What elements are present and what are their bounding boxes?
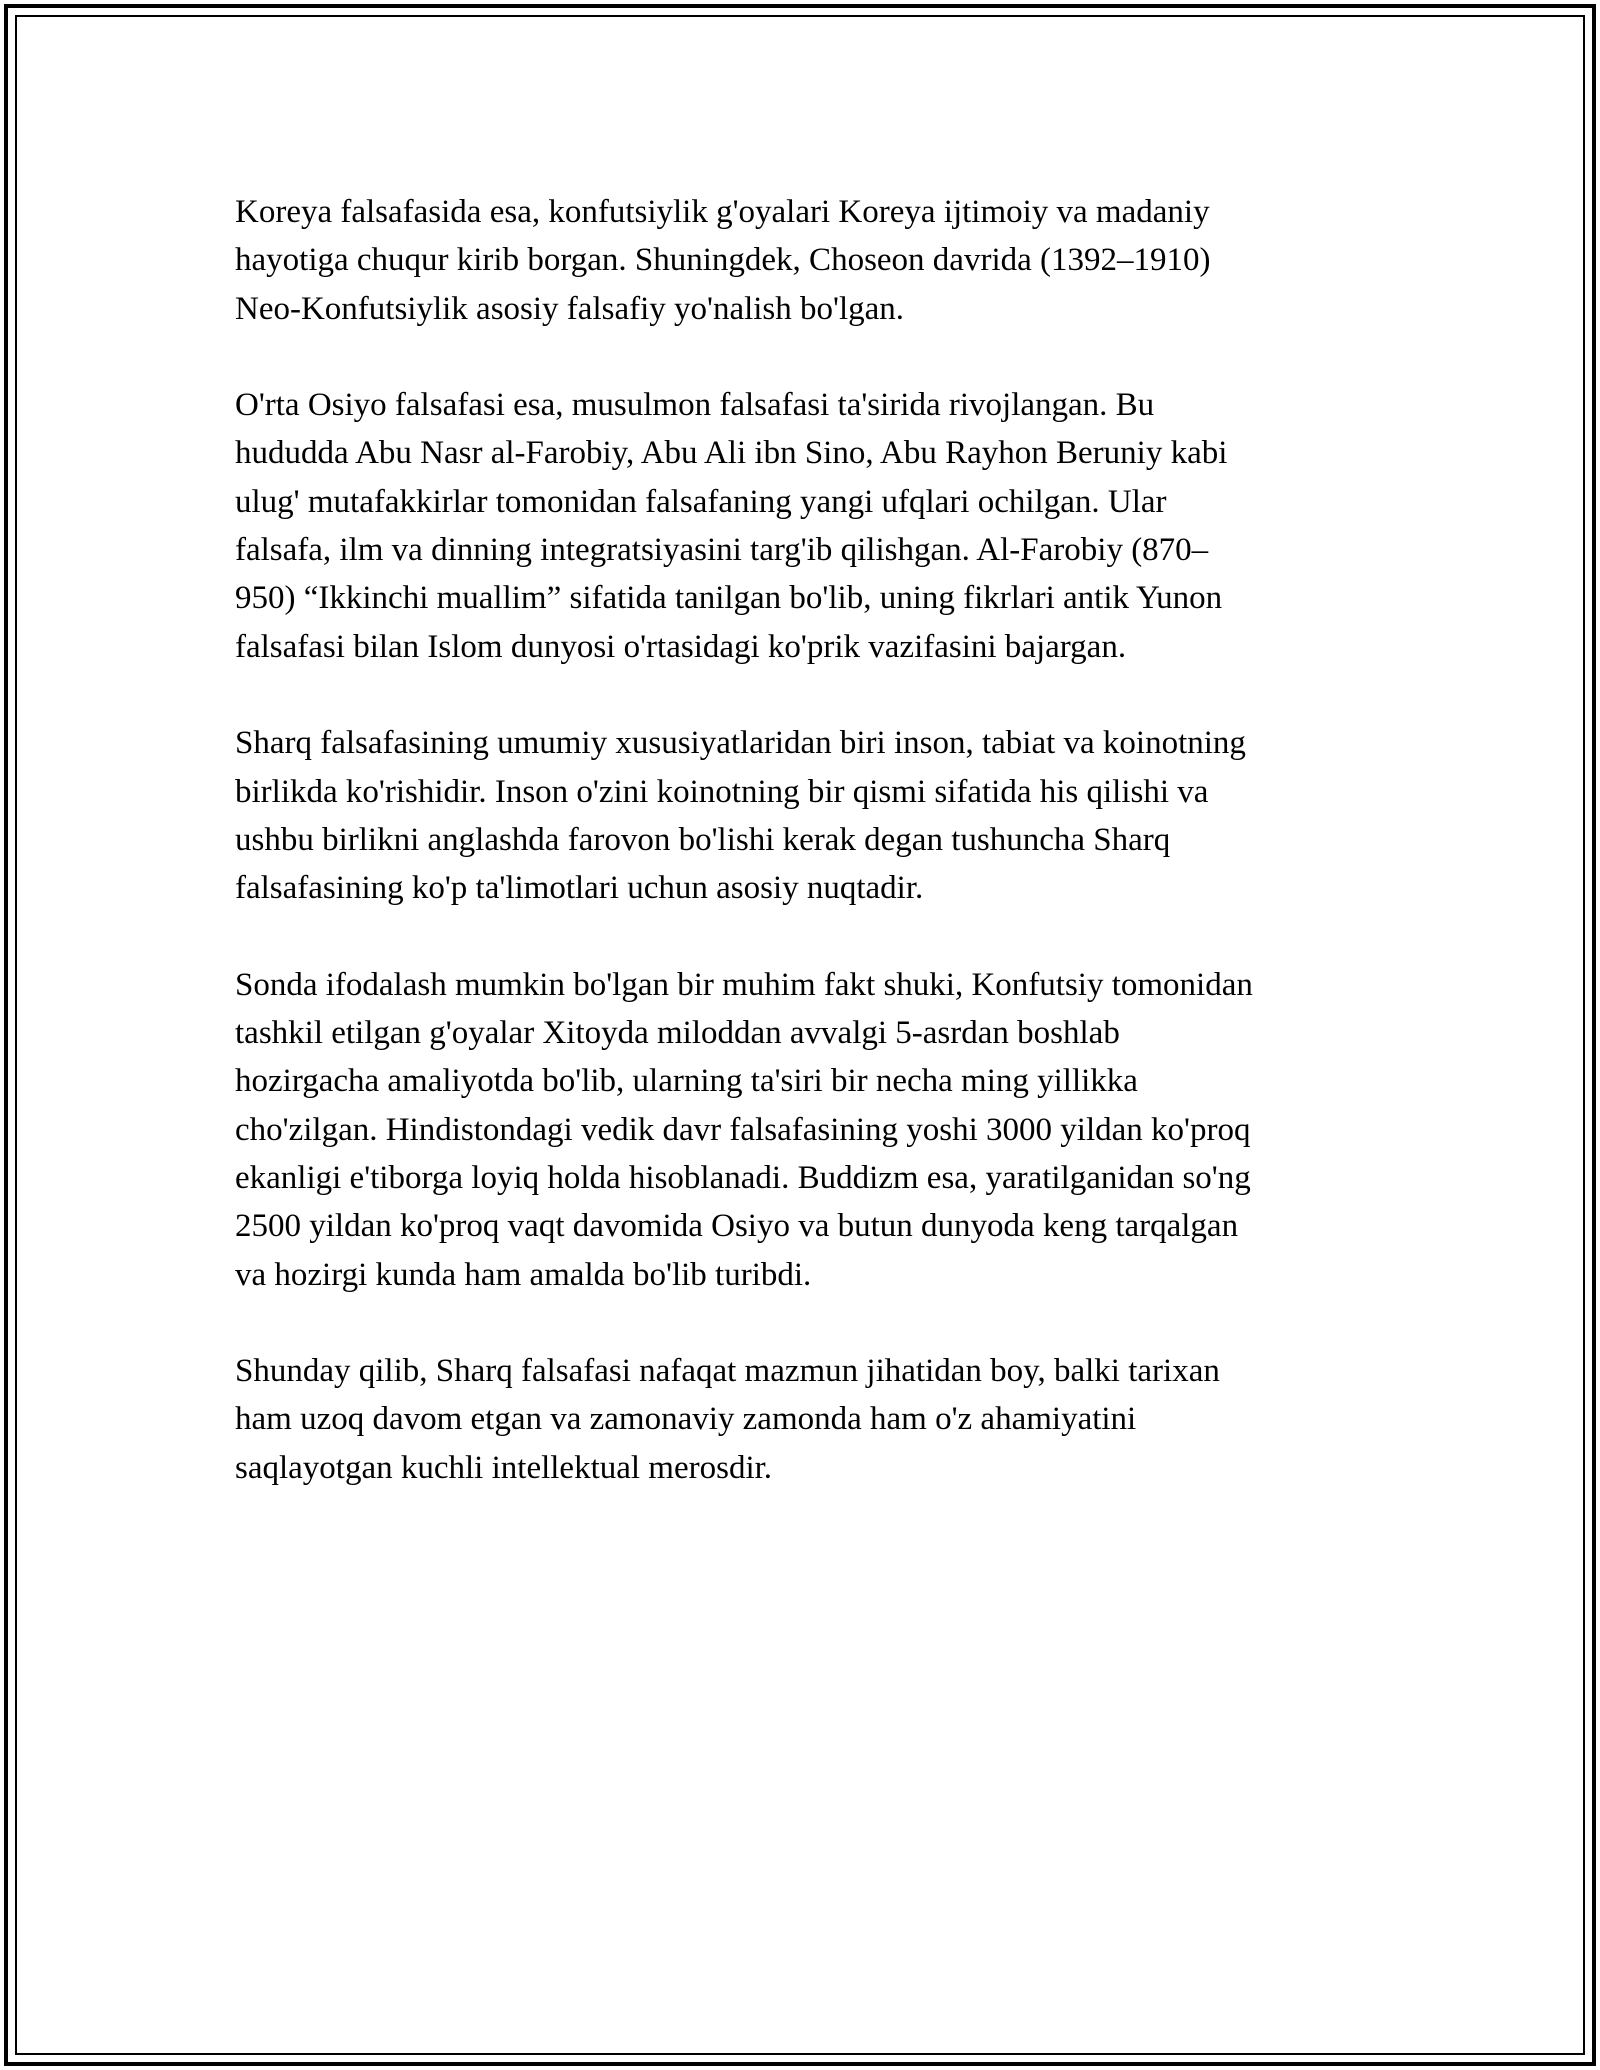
document-body — [235, 188, 1385, 1540]
paragraph-historical-facts: Sonda ifodalash mumkin bo'lgan bir muhim fakt shuki, Konfutsiy tomonidan tashkil etilgan g'oyalar Xitoyda miloddan avvalgi 5-asrdan boshlab hozirgacha amaliyotda bo'lib, ularning ta'siri bir necha ming yillikka cho'zilgan. Hindistondagi vedik davr falsafasining yoshi 3000 yildan ko'proq ekanligi e'tiborga loyiq holda hisoblanadi. Buddizm esa, yaratilganidan so'ng 2500 yildan ko'proq vaqt davomida Osiyo va butun dunyoda keng tarqalgan va hozirgi kunda ham amalda bo'lib turibdi. — [235, 966, 1253, 1293]
paragraph-eastern-philosophy-features: Sharq falsafasining umumiy xususiyatlaridan biri inson, tabiat va koinotning birlikda ko'rishidir. Inson o'zini koinotning bir qismi sifatida his qilishi va ushbu birlikni anglashda farovon bo'lishi kerak degan tushuncha Sharq falsafasining ko'p ta'limotlari uchun asosiy nuqtadir. — [235, 725, 1246, 907]
paragraph-conclusion: Shunday qilib, Sharq falsafasi nafaqat mazmun jihatidan boy, balki tarixan ham uzoq davom etgan va zamonaviy zamonda ham o'z ahamiyatini saqlayotgan kuchli intellektual merosdir. — [235, 1353, 1220, 1486]
paragraph-central-asia-philosophy: O'rta Osiyo falsafasi esa, musulmon falsafasi ta'sirida rivojlangan. Bu hududda Abu Nasr al-Farobiy, Abu Ali ibn Sino, Abu Rayhon Beruniy kabi ulug' mutafakkirlar tomonidan falsafaning yangi ufqlari ochilgan. Ular falsafa, ilm va dinning integratsiyasini targ'ib qilishgan. Al-Farobiy (870– 950) “Ikkinchi muallim” sifatida tanilgan bo'lib, uning fikrlari antik Yunon falsafasi bilan Islom dunyosi o'rtasidagi ko'prik vazifasini bajargan. — [235, 387, 1228, 665]
paragraph-korea-philosophy: Koreya falsafasida esa, konfutsiylik g'oyalari Koreya ijtimoiy va madaniy hayotiga chuqur kirib borgan. Shuningdek, Choseon davrida (1392–1910) Neo-Konfutsiylik asosiy falsafiy yo'nalish bo'lgan. — [235, 194, 1211, 327]
